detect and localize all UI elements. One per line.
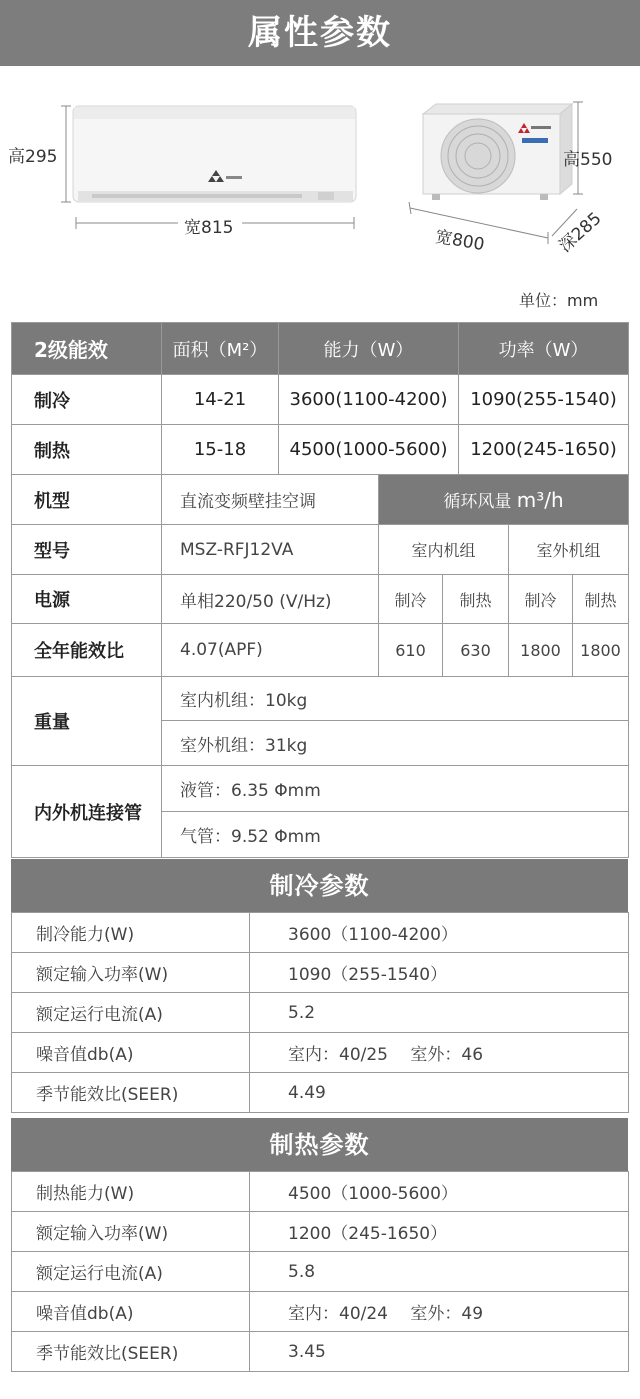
table-row: [12, 1332, 629, 1372]
power-supply-value: 单相220/50 (V/Hz): [162, 575, 379, 624]
power-cell: 1090(255-1540): [459, 375, 629, 425]
airflow-value: 610: [379, 624, 443, 677]
param-key: 季节能效比(SEER): [12, 1332, 250, 1372]
efficiency-table: [11, 322, 629, 475]
table-row: [12, 475, 629, 525]
area-cell: 14-21: [162, 375, 279, 425]
pipe-liquid-value: 液管：6.35 Φmm: [162, 766, 629, 812]
product-illustration: [0, 66, 640, 322]
param-key: 噪音值db(A): [12, 1292, 250, 1332]
table-row: [12, 913, 629, 953]
table-header-row: [12, 323, 629, 375]
apf-value: 4.07(APF): [162, 624, 379, 677]
param-key: 额定运行电流(A): [12, 1252, 250, 1292]
apf-label: 全年能效比: [12, 624, 162, 677]
table-row: [12, 677, 629, 721]
table-row: [12, 525, 629, 575]
table-row: [12, 1252, 629, 1292]
airflow-value: 630: [443, 624, 509, 677]
param-value: 4.49: [250, 1073, 629, 1113]
indoor-cool-header: 制冷: [379, 575, 443, 624]
table-row: [12, 375, 629, 425]
param-value: 3600（1100-4200）: [250, 913, 629, 953]
param-key: 额定输入功率(W): [12, 1212, 250, 1252]
energy-grade-header: 2级能效: [12, 323, 162, 375]
model-value: MSZ-RFJ12VA: [162, 525, 379, 575]
airflow-value: 1800: [573, 624, 629, 677]
table-row: [12, 1172, 629, 1212]
cooling-table: [11, 912, 629, 1113]
param-value: 5.2: [250, 993, 629, 1033]
outdoor-unit-header: 室外机组: [509, 525, 629, 575]
capacity-cell: 4500(1000-5600): [279, 425, 459, 475]
pipe-gas-value: 气管：9.52 Φmm: [162, 812, 629, 858]
param-key: 噪音值db(A): [12, 1033, 250, 1073]
outdoor-width-label: 宽800: [433, 226, 486, 256]
area-header: 面积（M²）: [162, 323, 279, 375]
param-value: 1090（255-1540）: [250, 953, 629, 993]
indoor-width-label: 宽815: [184, 218, 234, 238]
heating-section-title: 制热参数: [11, 1118, 628, 1172]
param-value: 1200（245-1650）: [250, 1212, 629, 1252]
power-cell: 1200(245-1650): [459, 425, 629, 475]
indoor-heat-header: 制热: [443, 575, 509, 624]
outdoor-depth-label: 深285: [555, 208, 606, 257]
area-cell: 15-18: [162, 425, 279, 475]
param-key: 制冷能力(W): [12, 913, 250, 953]
row-label: 制热: [12, 425, 162, 475]
weight-indoor-value: 室内机组：10kg: [162, 677, 629, 721]
power-header: 功率（W）: [459, 323, 629, 375]
param-value: 室内：40/25 室外：46: [250, 1033, 629, 1073]
param-key: 季节能效比(SEER): [12, 1073, 250, 1113]
table-row: [12, 953, 629, 993]
airflow-value: 1800: [509, 624, 573, 677]
table-row: [12, 766, 629, 812]
model-type-value: 直流变频壁挂空调: [162, 475, 379, 525]
param-key: 制热能力(W): [12, 1172, 250, 1212]
table-row: [12, 1212, 629, 1252]
indoor-unit-image: [73, 106, 356, 202]
param-value: 3.45: [250, 1332, 629, 1372]
weight-outdoor-value: 室外机组：31kg: [162, 721, 629, 766]
param-key: 额定运行电流(A): [12, 993, 250, 1033]
param-value: 室内：40/24 室外：49: [250, 1292, 629, 1332]
capacity-header: 能力（W）: [279, 323, 459, 375]
row-label: 制冷: [12, 375, 162, 425]
outdoor-unit-image: [423, 104, 572, 200]
table-row: [12, 575, 629, 624]
model-type-label: 机型: [12, 475, 162, 525]
power-supply-label: 电源: [12, 575, 162, 624]
table-row: [12, 624, 629, 677]
cooling-section-title: 制冷参数: [11, 859, 628, 913]
param-value: 4500（1000-5600）: [250, 1172, 629, 1212]
indoor-unit-header: 室内机组: [379, 525, 509, 575]
table-row: [12, 1073, 629, 1113]
outdoor-cool-header: 制冷: [509, 575, 573, 624]
spec-table: [11, 474, 629, 858]
airflow-header: 循环风量 m³/h: [379, 475, 629, 525]
unit-label: 单位：mm: [519, 291, 599, 310]
table-row: [12, 993, 629, 1033]
model-label: 型号: [12, 525, 162, 575]
table-row: [12, 425, 629, 475]
outdoor-height-label: 高550: [563, 150, 613, 170]
weight-label: 重量: [12, 677, 162, 766]
param-key: 额定输入功率(W): [12, 953, 250, 993]
outdoor-heat-header: 制热: [573, 575, 629, 624]
page-title: 属性参数: [0, 0, 640, 66]
pipe-label: 内外机连接管: [12, 766, 162, 858]
param-value: 5.8: [250, 1252, 629, 1292]
indoor-height-label: 高295: [8, 147, 58, 167]
table-row: [12, 1033, 629, 1073]
table-row: [12, 1292, 629, 1332]
heating-table: [11, 1171, 629, 1372]
capacity-cell: 3600(1100-4200): [279, 375, 459, 425]
